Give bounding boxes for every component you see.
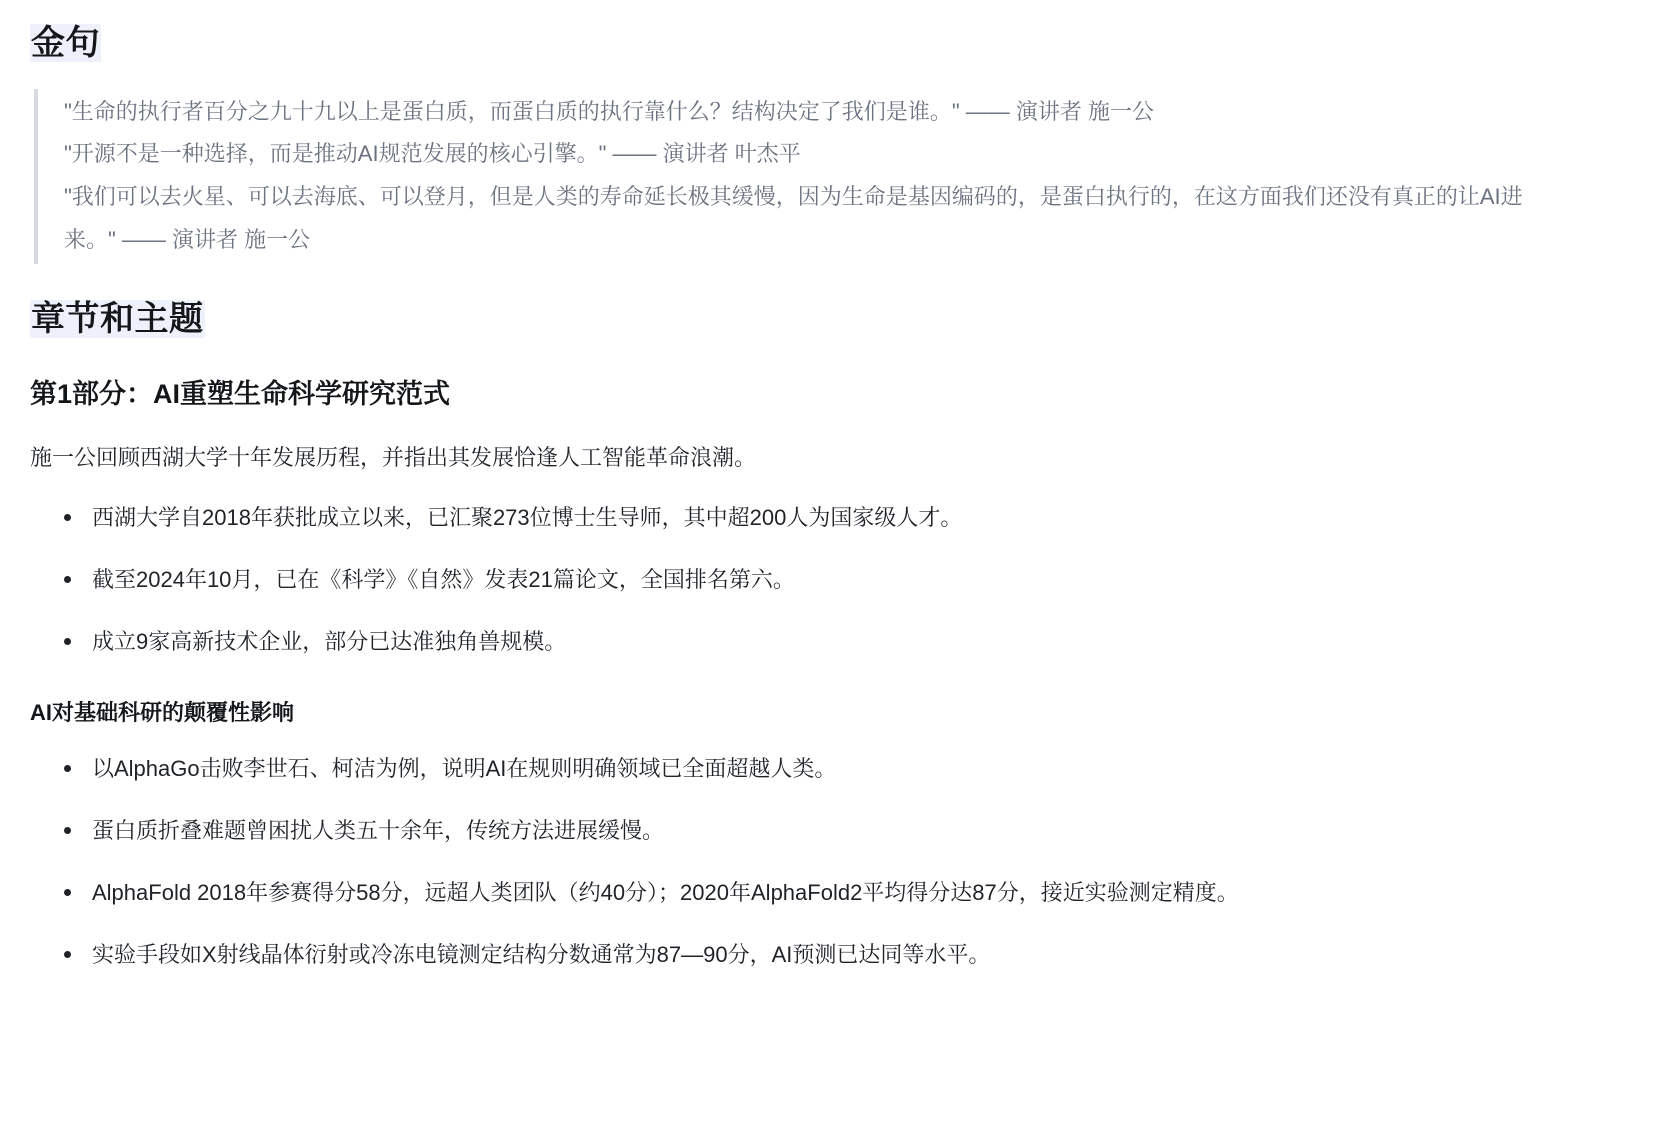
list-item: 西湖大学自2018年获批成立以来，已汇聚273位博士生导师，其中超200人为国家级人才。 [60,501,1640,535]
section-heading-golden-quotes-text: 金句 [31,24,100,62]
section-heading-golden-quotes [30,22,1640,65]
list-item: 蛋白质折叠难题曾困扰人类五十余年，传统方法进展缓慢。 [60,814,1640,848]
section-heading-chapters-topics-text: 章节和主题 [31,300,204,339]
quote-line: "我们可以去火星、可以去海底、可以登月，但是人类的寿命延长极其缓慢，因为生命是基因编码的，是蛋白执行的，在这方面我们还没有真正的让AI进来。" —— 演讲者 施一公 [64,184,1523,253]
list-item: 以AlphaGo击败李世石、柯洁为例，说明AI在规则明确领域已全面超越人类。 [60,752,1640,786]
list-item: AlphaFold 2018年参赛得分58分，远超人类团队（约40分）；2020年AlphaFold2平均得分达87分，接近实验测定精度。 [60,876,1640,910]
quote-line: "开源不是一种选择，而是推动AI规范发展的核心引擎。" —— 演讲者 叶杰平 [64,141,801,167]
subheading-ai-impact: AI对基础科研的颠覆性影响 [30,700,295,726]
list-item: 实验手段如X射线晶体衍射或冷冻电镜测定结构分数通常为87—90分，AI预测已达同等水平。 [60,938,1640,972]
bullet-list-university-facts [30,501,1640,659]
part-title: 第1部分：AI重塑生命科学研究范式 [30,378,451,409]
list-item: 截至2024年10月，已在《科学》《自然》发表21篇论文，全国排名第六。 [60,563,1640,597]
bullet-list-ai-impact [30,752,1640,972]
part-intro-paragraph: 施一公回顾西湖大学十年发展历程，并指出其发展恰逢人工智能革命浪潮。 [30,444,757,470]
golden-quotes-blockquote [34,89,1574,265]
section-heading-chapters-topics [30,298,1640,341]
list-item: 成立9家高新技术企业，部分已达准独角兽规模。 [60,625,1640,659]
quote-line: "生命的执行者百分之九十九以上是蛋白质，而蛋白质的执行靠什么？结构决定了我们是谁。" —— 演讲者 施一公 [64,98,1154,124]
